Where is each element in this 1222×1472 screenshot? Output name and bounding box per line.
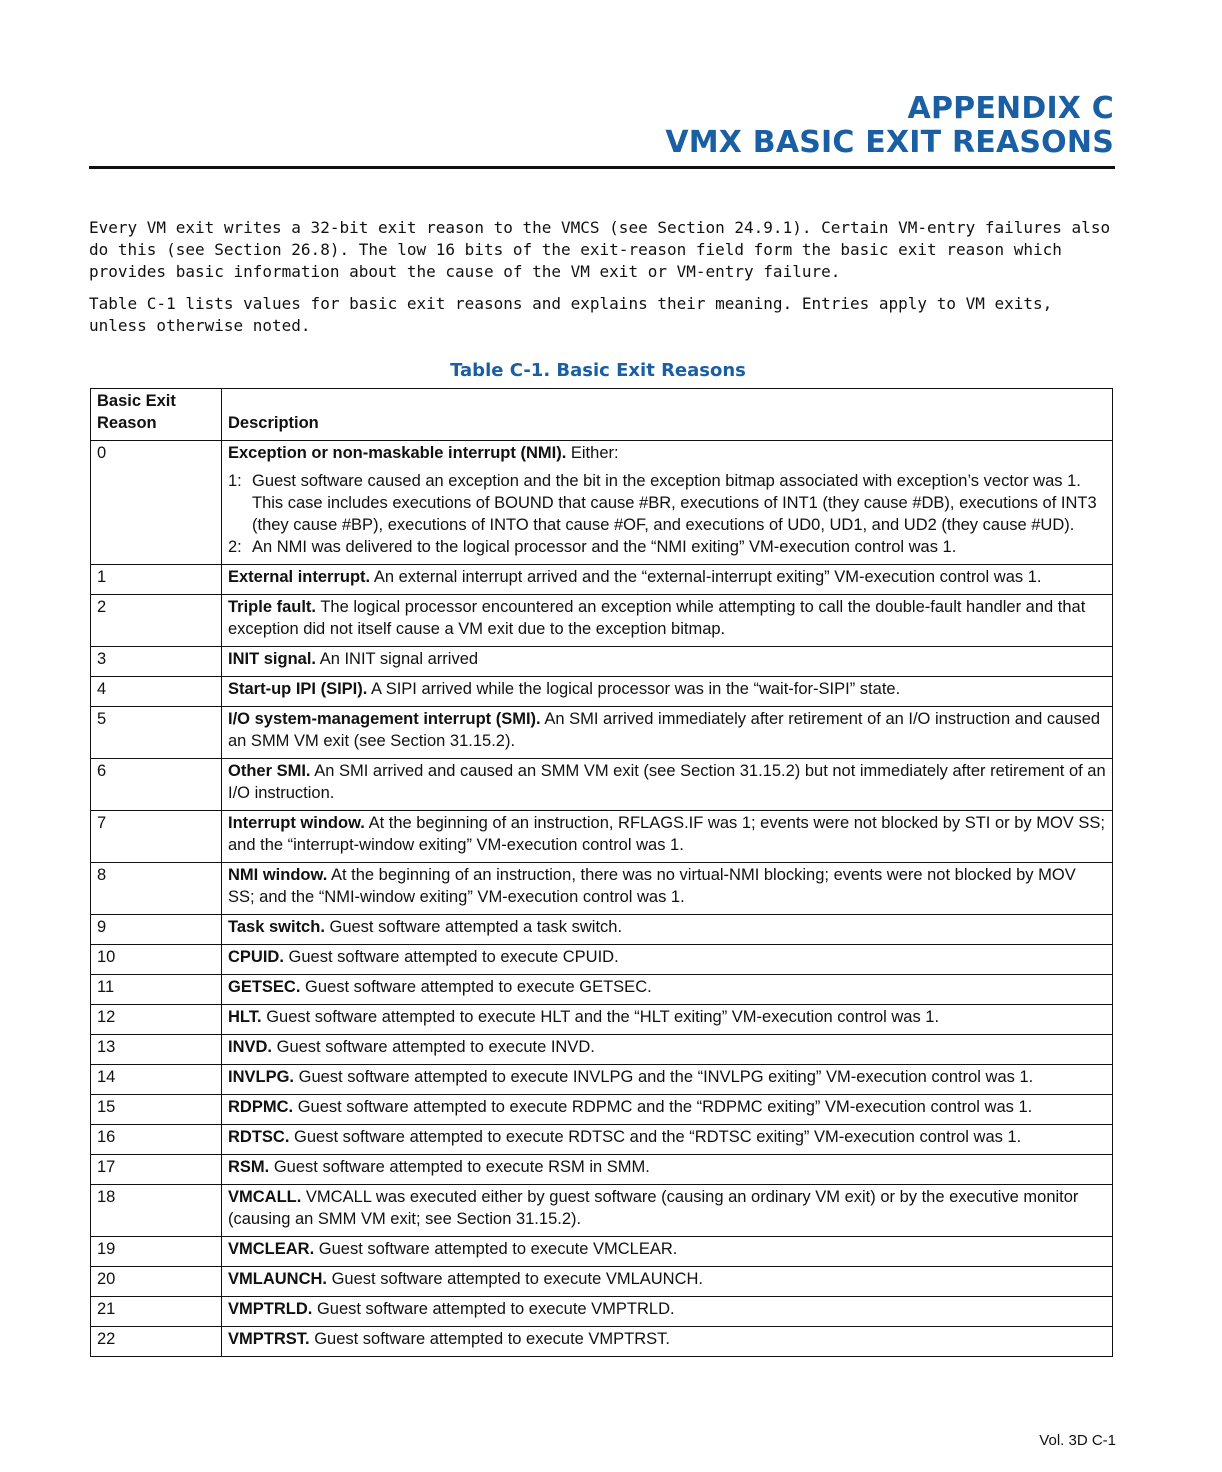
exit-reason-code: 5 (91, 707, 222, 759)
table-row (91, 1297, 1113, 1327)
exit-reason-title: INIT signal. (228, 650, 317, 668)
table-row (91, 1065, 1113, 1095)
description-list-item (228, 536, 1106, 558)
exit-reason-text: VMCALL was executed either by guest software (causing an ordinary VM exit) or by the executive monitor (causing an SMM VM exit; see Section 31.15.2). (228, 1188, 1079, 1228)
exit-reason-code: 15 (91, 1095, 222, 1125)
exit-reason-code: 18 (91, 1185, 222, 1237)
exit-reason-description (222, 441, 1113, 565)
exit-reason-text: Either: (570, 444, 619, 462)
table-row (91, 1185, 1113, 1237)
table-row (91, 975, 1113, 1005)
description-lead (228, 1238, 1106, 1260)
table-row (91, 1327, 1113, 1357)
table-row (91, 677, 1113, 707)
exit-reason-text: Guest software attempted a task switch. (329, 918, 623, 936)
table-row (91, 863, 1113, 915)
exit-reason-description (222, 975, 1113, 1005)
description-lead (228, 864, 1106, 908)
exit-reason-code: 0 (91, 441, 222, 565)
table-row (91, 1035, 1113, 1065)
exit-reason-title: Start-up IPI (SIPI). (228, 680, 368, 698)
exit-reason-code: 1 (91, 565, 222, 595)
exit-reason-code: 20 (91, 1267, 222, 1297)
exit-reason-text: Guest software attempted to execute RSM in SMM. (273, 1158, 650, 1176)
table-body (91, 441, 1113, 1357)
intro-paragraph-2: Table C-1 lists values for basic exit reasons and explains their meaning. Entries apply to VM exits, unless otherwise noted. (89, 294, 1053, 335)
exit-reason-description (222, 1125, 1113, 1155)
exit-reason-description (222, 1327, 1113, 1357)
exit-reason-text: Guest software attempted to execute VMCLEAR. (318, 1240, 678, 1258)
description-lead (228, 596, 1106, 640)
exit-reason-code: 9 (91, 915, 222, 945)
table-row (91, 759, 1113, 811)
exit-reason-description (222, 1035, 1113, 1065)
exit-reason-description (222, 1267, 1113, 1297)
exit-reason-code: 17 (91, 1155, 222, 1185)
exit-reason-code: 2 (91, 595, 222, 647)
header-divider (89, 166, 1115, 169)
exit-reason-title: NMI window. (228, 866, 328, 884)
description-lead (228, 976, 1106, 998)
table-row (91, 565, 1113, 595)
description-lead (228, 1096, 1106, 1118)
appendix-title: VMX BASIC EXIT REASONS (665, 125, 1114, 160)
exit-reason-code: 7 (91, 811, 222, 863)
exit-reason-title: I/O system-management interrupt (SMI). (228, 710, 541, 728)
header-description: Description (222, 389, 1113, 441)
exit-reason-title: Triple fault. (228, 598, 317, 616)
exit-reason-code: 21 (91, 1297, 222, 1327)
exit-reason-code: 22 (91, 1327, 222, 1357)
table-row (91, 915, 1113, 945)
exit-reason-description (222, 1237, 1113, 1267)
exit-reason-description (222, 595, 1113, 647)
exit-reason-title: VMPTRST. (228, 1330, 310, 1348)
exit-reason-code: 10 (91, 945, 222, 975)
exit-reason-title: VMLAUNCH. (228, 1270, 327, 1288)
exit-reason-title: INVLPG. (228, 1068, 295, 1086)
exit-reason-title: Task switch. (228, 918, 325, 936)
table-row (91, 647, 1113, 677)
exit-reason-title: RDTSC. (228, 1128, 290, 1146)
description-lead (228, 916, 1106, 938)
exit-reason-description (222, 647, 1113, 677)
exit-reason-text: Guest software attempted to execute RDPMC and the “RDPMC exiting” VM-execution control was 1. (297, 1098, 1033, 1116)
description-lead (228, 678, 1106, 700)
table-row (91, 1125, 1113, 1155)
exit-reason-description (222, 1297, 1113, 1327)
table-row (91, 1095, 1113, 1125)
exit-reason-description (222, 1185, 1113, 1237)
exit-reason-description (222, 1095, 1113, 1125)
table-header-row (91, 389, 1113, 441)
exit-reason-text: Guest software attempted to execute VMPTRST. (314, 1330, 671, 1348)
intro-paragraph-1: Every VM exit writes a 32-bit exit reason to the VMCS (see Section 24.9.1). Certain VM-entry failures also do this (see Section 26.8). The low 16 bits of the exit-reason field form the basic exit reason which provides basic information about the cause of the VM exit or VM-entry failure. (89, 218, 1111, 281)
description-list-item (228, 470, 1106, 536)
table-row (91, 1237, 1113, 1267)
page-footer: Vol. 3D C-1 (1039, 1432, 1116, 1449)
exit-reason-code: 13 (91, 1035, 222, 1065)
description-lead (228, 1036, 1106, 1058)
exit-reason-description (222, 1005, 1113, 1035)
description-lead (228, 1066, 1106, 1088)
exit-reason-description (222, 707, 1113, 759)
exit-reason-description (222, 945, 1113, 975)
description-lead (228, 1186, 1106, 1230)
exit-reason-title: Interrupt window. (228, 814, 365, 832)
exit-reason-title: RSM. (228, 1158, 270, 1176)
exit-reason-text: At the beginning of an instruction, there was no virtual-NMI blocking; events were not blocked by MOV SS; and the “NMI-window exiting” VM-execution control was 1. (228, 866, 1076, 906)
exit-reason-code: 16 (91, 1125, 222, 1155)
exit-reason-text: Guest software attempted to execute VMPTRLD. (316, 1300, 675, 1318)
exit-reason-text: At the beginning of an instruction, RFLAGS.IF was 1; events were not blocked by STI or by MOV SS; and the “interrupt-window exiting” VM-execution control was 1. (228, 814, 1105, 854)
exit-reason-text: Guest software attempted to execute INVD. (276, 1038, 595, 1056)
list-item-text: An NMI was delivered to the logical processor and the “NMI exiting” VM-execution control was 1. (252, 538, 957, 556)
exit-reason-description (222, 1065, 1113, 1095)
exit-reason-text: Guest software attempted to execute HLT and the “HLT exiting” VM-execution control was 1. (266, 1008, 940, 1026)
exit-reason-title: INVD. (228, 1038, 273, 1056)
exit-reason-text: An SMI arrived and caused an SMM VM exit (see Section 31.15.2) but not immediately after retirement of an I/O instruction. (228, 762, 1106, 802)
appendix-label: APPENDIX C (907, 91, 1114, 126)
exit-reason-text: A SIPI arrived while the logical processor was in the “wait-for-SIPI” state. (371, 680, 901, 698)
description-lead (228, 442, 1106, 464)
exit-reason-description (222, 677, 1113, 707)
exit-reason-code: 14 (91, 1065, 222, 1095)
exit-reason-title: HLT. (228, 1008, 262, 1026)
exit-reason-text: Guest software attempted to execute GETSEC. (305, 978, 652, 996)
exit-reason-title: RDPMC. (228, 1098, 294, 1116)
description-lead (228, 648, 1106, 670)
exit-reason-title: GETSEC. (228, 978, 301, 996)
exit-reason-code: 11 (91, 975, 222, 1005)
exit-reason-title: External interrupt. (228, 568, 371, 586)
description-lead (228, 708, 1106, 752)
exit-reason-description (222, 1155, 1113, 1185)
description-lead (228, 812, 1106, 856)
appendix-header (665, 92, 1114, 160)
exit-reason-description (222, 863, 1113, 915)
exit-reason-text: An INIT signal arrived (319, 650, 479, 668)
table-row (91, 811, 1113, 863)
exit-reason-text: An external interrupt arrived and the “external-interrupt exiting” VM-execution control was 1. (373, 568, 1042, 586)
exit-reason-text: Guest software attempted to execute INVLPG and the “INVLPG exiting” VM-execution control was 1. (298, 1068, 1034, 1086)
exit-reason-text: The logical processor encountered an exception while attempting to call the double-fault handler and that exception did not itself cause a VM exit due to the exception bitmap. (228, 598, 1086, 638)
table-row (91, 1155, 1113, 1185)
exit-reason-code: 6 (91, 759, 222, 811)
table-row (91, 945, 1113, 975)
table-row (91, 595, 1113, 647)
description-lead (228, 760, 1106, 804)
exit-reason-title: VMCLEAR. (228, 1240, 315, 1258)
description-lead (228, 1268, 1106, 1290)
list-item-number: 2: (228, 538, 242, 556)
header-basic-exit-reason: Basic Exit Reason (91, 389, 222, 441)
exit-reason-code: 3 (91, 647, 222, 677)
table-caption: Table C-1. Basic Exit Reasons (450, 360, 746, 381)
table-row (91, 707, 1113, 759)
exit-reason-title: CPUID. (228, 948, 284, 966)
exit-reason-code: 8 (91, 863, 222, 915)
description-lead (228, 1006, 1106, 1028)
exit-reason-text: Guest software attempted to execute VMLAUNCH. (331, 1270, 704, 1288)
exit-reason-text: An SMI arrived immediately after retirement of an I/O instruction and caused an SMM VM exit (see Section 31.15.2). (228, 710, 1101, 750)
description-lead (228, 946, 1106, 968)
exit-reason-text: Guest software attempted to execute RDTSC and the “RDTSC exiting” VM-execution control was 1. (294, 1128, 1022, 1146)
description-lead (228, 1328, 1106, 1350)
description-lead (228, 566, 1106, 588)
exit-reason-title: VMCALL. (228, 1188, 302, 1206)
exit-reason-code: 12 (91, 1005, 222, 1035)
exit-reason-description (222, 915, 1113, 945)
exit-reason-title: VMPTRLD. (228, 1300, 313, 1318)
table-row (91, 1005, 1113, 1035)
exit-reason-description (222, 811, 1113, 863)
description-lead (228, 1126, 1106, 1148)
list-item-text: Guest software caused an exception and the bit in the exception bitmap associated with exception’s vector was 1. This case includes executions of BOUND that cause #BR, executions of INT1 (they cause #DB), executions of INT3 (they cause #BP), executions of INTO that cause #OF, and executions of UD0, UD1, and UD2 (they cause #UD). (252, 472, 1097, 534)
exit-reasons-table (90, 388, 1113, 1357)
exit-reason-code: 4 (91, 677, 222, 707)
exit-reason-text: Guest software attempted to execute CPUID. (288, 948, 619, 966)
table-row (91, 1267, 1113, 1297)
list-item-number: 1: (228, 472, 242, 490)
exit-reason-title: Exception or non-maskable interrupt (NMI). (228, 444, 567, 462)
exit-reason-title: Other SMI. (228, 762, 311, 780)
exit-reason-description (222, 759, 1113, 811)
exit-reason-description (222, 565, 1113, 595)
table-row (91, 441, 1113, 565)
description-lead (228, 1298, 1106, 1320)
exit-reason-code: 19 (91, 1237, 222, 1267)
description-lead (228, 1156, 1106, 1178)
